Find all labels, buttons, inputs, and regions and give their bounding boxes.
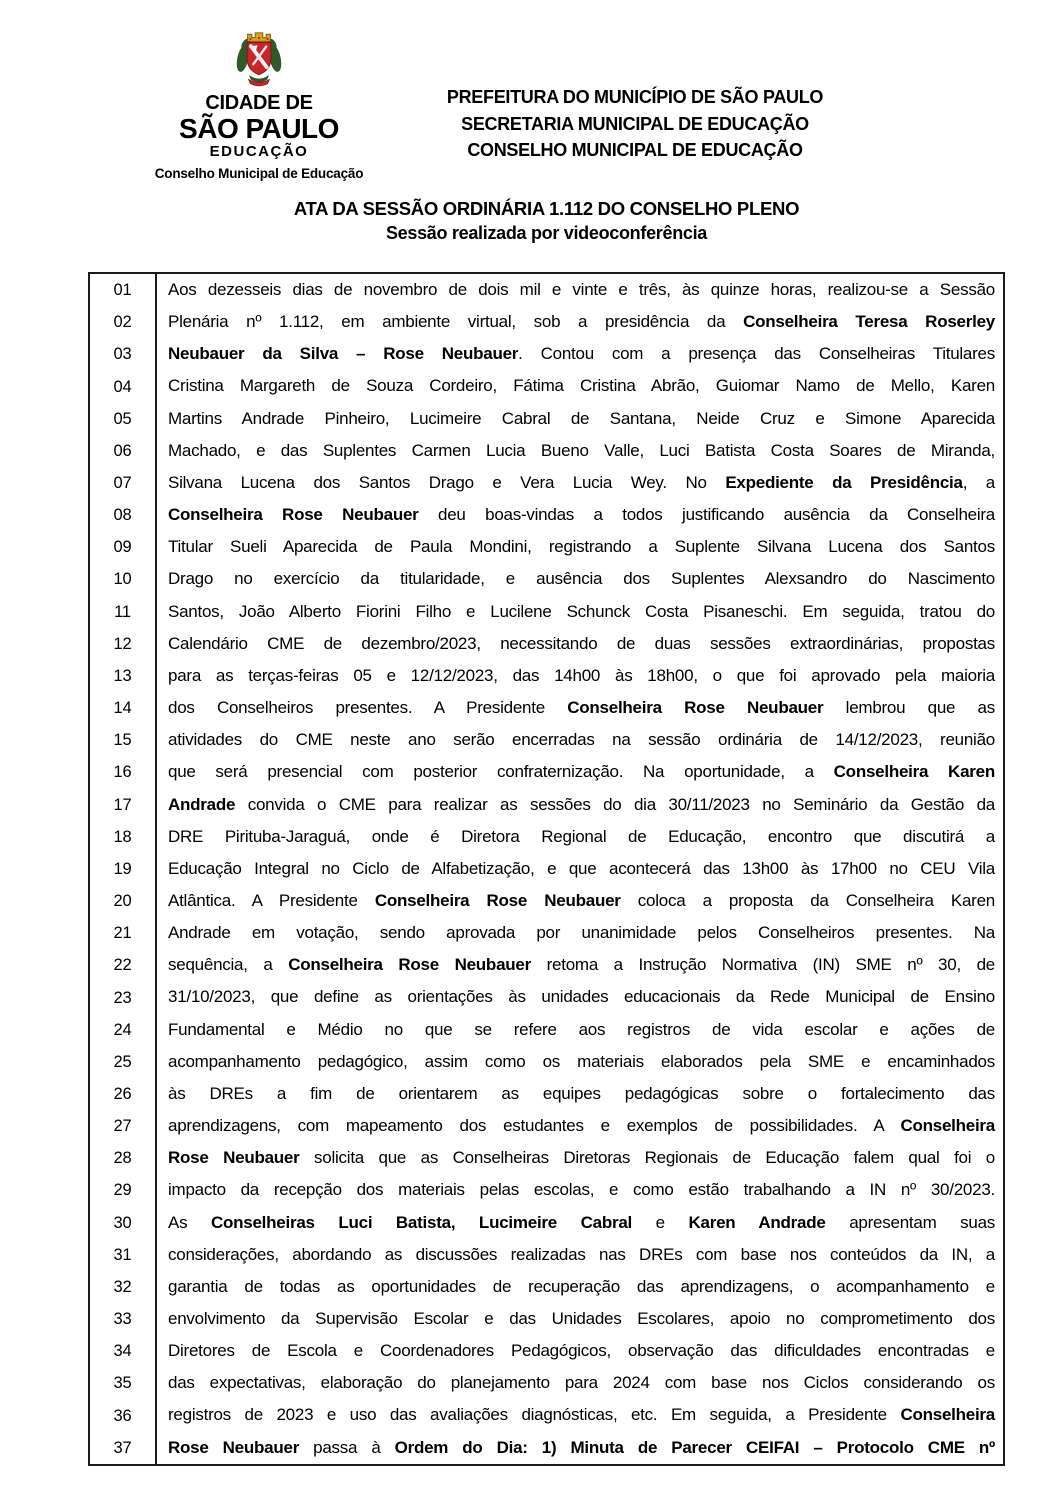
line-text-segment: às DREs a fim de orientarem as equipes pedagógicas sobre o fortalecimento das (168, 1083, 995, 1103)
line-text-bold-segment: Conselheira (900, 1116, 995, 1136)
line-number: 09 (113, 538, 132, 557)
line-text-segment: Cristina Margareth de Souza Cordeiro, Fátima Cristina Abrão, Guiomar Namo de Mello, Karen (168, 376, 995, 396)
line-text-segment: Atlântica. A Presidente (168, 890, 375, 910)
line-text-bold-segment: Neubauer da Silva – Rose Neubauer (168, 344, 519, 364)
table-row (90, 692, 1003, 724)
line-text-bold-segment: Conselheira Teresa Roserley (743, 312, 996, 332)
line-text (155, 467, 1003, 499)
table-row (90, 1239, 1003, 1271)
org-header (372, 84, 898, 164)
line-text (155, 1014, 1003, 1046)
line-text-segment: 31/10/2023, que define as orientações às unidades educacionais da Rede Municipal de Ensino (168, 987, 995, 1007)
line-number: 23 (113, 988, 132, 1007)
line-number: 08 (113, 506, 132, 525)
line-number: 19 (113, 859, 132, 878)
document-title (88, 196, 1005, 246)
table-row (90, 1046, 1003, 1078)
line-text-segment: dos Conselheiros presentes. A Presidente (168, 698, 568, 718)
table-row (90, 403, 1003, 435)
line-text-segment: Martins Andrade Pinheiro, Lucimeire Cabral de Santana, Neide Cruz e Simone Aparecida (168, 408, 995, 428)
table-row (90, 499, 1003, 531)
table-row (90, 338, 1003, 370)
line-text-segment: passa à (299, 1437, 395, 1457)
line-text (155, 596, 1003, 628)
line-number: 07 (113, 474, 132, 493)
line-number: 25 (113, 1052, 132, 1071)
table-row (90, 306, 1003, 338)
table-row (90, 596, 1003, 628)
line-text (155, 403, 1003, 435)
logo-text-sao-paulo: SÃO PAULO (179, 113, 339, 144)
table-row (90, 1303, 1003, 1335)
line-text (155, 981, 1003, 1013)
line-number: 13 (113, 666, 132, 685)
line-number: 18 (113, 827, 132, 846)
line-text (155, 885, 1003, 917)
org-line-conselho: CONSELHO MUNICIPAL DE EDUCAÇÃO (467, 140, 803, 160)
title-line2: Sessão realizada por videoconferência (385, 223, 708, 243)
line-text (155, 628, 1003, 660)
line-number: 32 (113, 1277, 132, 1296)
line-number: 02 (113, 313, 132, 332)
line-number: 37 (113, 1438, 132, 1457)
line-text-bold-segment: Andrade (168, 794, 236, 814)
line-text-segment: Andrade em votação, sendo aprovada por unanimidade pelos Conselheiros presentes. Na (168, 923, 995, 943)
table-row (90, 853, 1003, 885)
line-text-segment: lembrou que as (823, 698, 995, 718)
table-row (90, 435, 1003, 467)
minutes-table (88, 272, 1005, 1466)
line-text-segment: . Contou com a presença das Conselheiras Titulares (518, 344, 996, 364)
line-text-bold-segment: Conselheiras Luci Batista, Lucimeire Cabral (210, 1212, 633, 1232)
table-row (90, 531, 1003, 563)
table-row (90, 370, 1003, 402)
line-text-segment: solicita que as Conselheiras Diretoras Regionais de Educação falem qual foi o (299, 1148, 996, 1168)
line-text-segment: Educação Integral no Ciclo de Alfabetização, e que acontecerá das 13h00 às 17h00 no CEU Vila (168, 858, 995, 878)
line-text (155, 853, 1003, 885)
table-row (90, 274, 1003, 306)
org-line-prefeitura: PREFEITURA DO MUNICÍPIO DE SÃO PAULO (446, 87, 824, 107)
logo-block (148, 30, 370, 181)
line-number: 04 (113, 377, 132, 396)
line-text (155, 917, 1003, 949)
line-text-bold-segment: Conselheira Rose Neubauer (374, 890, 621, 910)
line-text (155, 1271, 1003, 1303)
line-text-segment: envolvimento da Supervisão Escolar e das Unidades Escolares, apoio no comprometimento dos (168, 1309, 995, 1328)
table-row (90, 1174, 1003, 1206)
line-text-segment: atividades do CME neste ano serão encerradas na sessão ordinária de 14/12/2023, reunião (168, 730, 995, 750)
table-row (90, 563, 1003, 595)
line-number: 35 (113, 1374, 132, 1393)
line-text (155, 274, 1003, 306)
line-text (155, 1046, 1003, 1078)
line-text-segment: Diretores de Escola e Coordenadores Pedagógicos, observação das dificuldades encontradas e (168, 1341, 995, 1361)
line-text-segment: deu boas-vindas a todos justificando ausência da Conselheira (418, 505, 995, 525)
line-text (155, 1207, 1003, 1239)
table-row (90, 467, 1003, 499)
table-row (90, 1271, 1003, 1303)
line-number: 03 (113, 345, 132, 364)
line-text (155, 756, 1003, 788)
minutes-table-body (90, 274, 1003, 1464)
line-text-segment: convida o CME para realizar as sessões do dia 30/11/2023 no Seminário da Gestão da (235, 794, 995, 814)
line-text-bold-segment: Expediente da Presidência (725, 472, 963, 492)
line-text-bold-segment: Rose Neubauer (168, 1437, 300, 1457)
line-number: 29 (113, 1181, 132, 1200)
line-text-segment: que será presencial com posterior confraternização. Na oportunidade, a (168, 762, 834, 782)
line-text-segment: retoma a Instrução Normativa (IN) SME nº 30, de (530, 955, 995, 975)
table-row (90, 628, 1003, 660)
line-number: 33 (113, 1310, 132, 1329)
line-text-segment: Drago no exercício da titularidade, e ausência dos Suplentes Alexsandro do Nascimento (168, 569, 995, 589)
line-number: 05 (113, 409, 132, 428)
line-text-bold-segment: Conselheira Rose Neubauer (288, 955, 531, 975)
line-text-segment: apresentam suas (825, 1212, 996, 1232)
table-row (90, 981, 1003, 1013)
line-text (155, 949, 1003, 981)
table-row (90, 1014, 1003, 1046)
line-text-bold-segment: Conselheira Rose Neubauer (168, 505, 419, 525)
line-number: 30 (113, 1213, 132, 1232)
line-text-segment: e (632, 1212, 689, 1232)
line-text (155, 1367, 1003, 1399)
table-row (90, 660, 1003, 692)
line-text (155, 821, 1003, 853)
line-text (155, 370, 1003, 402)
table-row (90, 1335, 1003, 1367)
line-text (155, 1432, 1003, 1464)
table-row (90, 917, 1003, 949)
line-text-bold-segment: Conselheira Karen (833, 762, 995, 782)
line-text-bold-segment: Conselheira (900, 1405, 995, 1425)
table-row (90, 1367, 1003, 1399)
line-text (155, 499, 1003, 531)
line-text (155, 306, 1003, 338)
line-text-segment: Santos, João Alberto Fiorini Filho e Lucilene Schunck Costa Pisaneschi. Em seguida, tratou do (168, 601, 995, 621)
line-text-segment: impacto da recepção dos materiais pelas escolas, e como estão trabalhando a IN nº 30/2023. (168, 1180, 995, 1200)
logo-text-conselho: Conselho Municipal de Educação (154, 166, 364, 181)
line-number: 28 (113, 1149, 132, 1168)
line-number: 17 (113, 795, 132, 814)
table-row (90, 1399, 1003, 1431)
line-number: 01 (113, 281, 132, 300)
line-text-segment: , a (962, 472, 996, 492)
line-text-segment: garantia de todas as oportunidades de recuperação das aprendizagens, o acompanhamento e (168, 1276, 995, 1296)
sao-paulo-coat-of-arms-icon (235, 30, 283, 88)
line-text (155, 531, 1003, 563)
line-text-segment: Machado, e das Suplentes Carmen Lucia Bueno Valle, Luci Batista Costa Soares de Miranda, (168, 440, 995, 460)
line-text (155, 435, 1003, 467)
line-text (155, 660, 1003, 692)
line-number: 26 (113, 1084, 132, 1103)
line-text-segment: Aos dezesseis dias de novembro de dois mil e vinte e três, às quinze horas, realizou-se a Sessão (168, 280, 995, 299)
line-text (155, 1303, 1003, 1335)
line-number: 22 (113, 956, 132, 975)
line-text-segment: Silvana Lucena dos Santos Drago e Vera Lucia Wey. No (168, 472, 726, 492)
org-line-secretaria: SECRETARIA MUNICIPAL DE EDUCAÇÃO (461, 113, 809, 134)
line-text-segment: considerações, abordando as discussões realizadas nas DREs com base nos conteúdos da IN, a (168, 1244, 995, 1264)
line-text-segment: das expectativas, elaboração do planejamento para 2024 com base nos Ciclos considerando os (168, 1373, 995, 1393)
logo-text-cidade-de: CIDADE DE (205, 92, 313, 114)
table-row (90, 1110, 1003, 1142)
line-text-segment: aprendizagens, com mapeamento dos estudantes e exemplos de possibilidades. A (168, 1116, 901, 1136)
line-number: 24 (113, 1020, 132, 1039)
line-number: 06 (113, 441, 132, 460)
line-number: 14 (113, 699, 132, 718)
line-number: 36 (113, 1406, 132, 1425)
line-text (155, 1399, 1003, 1431)
line-number: 20 (113, 892, 132, 911)
line-text-segment: para as terças-feiras 05 e 12/12/2023, das 14h00 às 18h00, o que foi aprovado pela maioria (168, 665, 995, 685)
line-text (155, 1239, 1003, 1271)
line-number: 27 (113, 1117, 132, 1136)
table-row (90, 1432, 1003, 1464)
line-text-bold-segment: Karen Andrade (688, 1212, 826, 1232)
line-text (155, 692, 1003, 724)
line-number: 11 (114, 602, 131, 621)
line-number: 15 (113, 731, 132, 750)
table-row (90, 789, 1003, 821)
table-row (90, 724, 1003, 756)
table-row (90, 1078, 1003, 1110)
line-number: 16 (113, 763, 132, 782)
line-text-segment: coloca a proposta da Conselheira Karen (620, 890, 995, 910)
line-number: 10 (113, 570, 132, 589)
title-line1: ATA DA SESSÃO ORDINÁRIA 1.112 DO CONSELHO PLENO (293, 198, 800, 219)
line-text-segment: DRE Pirituba-Jaraguá, onde é Diretora Regional de Educação, encontro que discutirá a (168, 826, 995, 846)
line-text-segment: Plenária nº 1.112, em ambiente virtual, sob a presidência da (168, 312, 744, 332)
line-text (155, 1142, 1003, 1174)
line-number: 31 (113, 1245, 132, 1264)
table-row (90, 885, 1003, 917)
line-text-segment: Calendário CME de dezembro/2023, necessitando de duas sessões extraordinárias, propostas (168, 633, 995, 653)
line-text (155, 724, 1003, 756)
line-text (155, 1174, 1003, 1206)
logo-text-educacao: EDUCAÇÃO (209, 143, 309, 160)
line-text-segment: Fundamental e Médio no que se refere aos registros de vida escolar e ações de (168, 1019, 995, 1039)
table-row (90, 1207, 1003, 1239)
line-text (155, 1078, 1003, 1110)
line-text (155, 1110, 1003, 1142)
line-text-segment: sequência, a (168, 955, 289, 975)
table-row (90, 821, 1003, 853)
line-text-bold-segment: Ordem do Dia: 1) Minuta de Parecer CEIFAI – Protocolo CME nº (394, 1437, 995, 1457)
line-text-bold-segment: Conselheira Rose Neubauer (567, 698, 824, 718)
line-text-segment: registros de 2023 e uso das avaliações diagnósticas, etc. Em seguida, a Presidente (168, 1405, 901, 1425)
table-row (90, 949, 1003, 981)
line-text-segment: As (168, 1212, 211, 1232)
line-text (155, 789, 1003, 821)
line-text-segment: acompanhamento pedagógico, assim como os materiais elaborados pela SME e encaminhados (168, 1051, 995, 1071)
line-text-bold-segment: Rose Neubauer (168, 1148, 300, 1168)
line-text-segment: Titular Sueli Aparecida de Paula Mondini, registrando a Suplente Silvana Lucena dos Santos (168, 537, 995, 557)
line-text (155, 338, 1003, 370)
line-text (155, 563, 1003, 595)
line-text (155, 1335, 1003, 1367)
line-number: 12 (113, 634, 132, 653)
line-number: 34 (113, 1342, 132, 1361)
table-row (90, 1142, 1003, 1174)
line-number: 21 (113, 924, 132, 943)
table-row (90, 756, 1003, 788)
